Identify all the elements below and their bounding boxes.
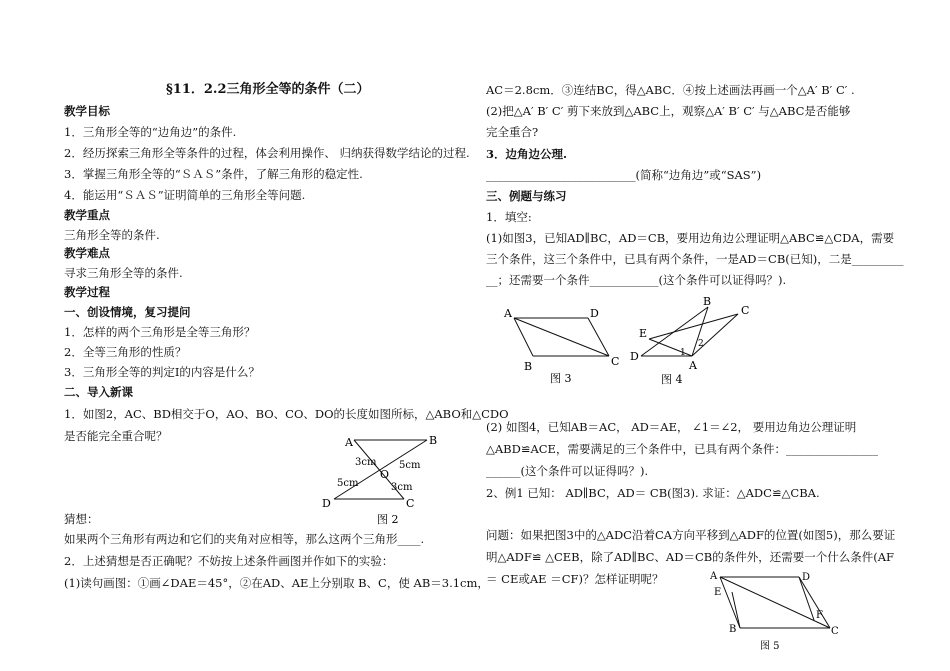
problem-2-line: ______(这个条件可以证得吗？). [486,464,649,478]
fig2-caption: 图 2 [377,513,399,526]
sas-heading: 3．边角边公理. [486,147,568,161]
experiment-step-2-cont: 完全重合? [486,125,539,139]
question-2-step-1: (1)读句画图：①画∠DAE＝45°，②在AD、AE上分别取 B、C，使 AB＝3.1cm， [64,576,489,590]
problem-1-line: (1)如图3，已知AD∥BC，AD＝CB，要用边角边公理证明△ABC≌△CDA，需要 [486,231,895,245]
fig3-label-c: C [611,355,620,368]
difficulty-heading: 教学难点 [64,246,110,260]
question-line: ＝ CE或AE ＝CF)？怎样证明呢？ [486,572,664,586]
sas-blank: __________________________(简称“边角边”或“SAS”) [486,168,762,182]
difficulty-text: 寻求三角形全等的条件. [64,266,183,280]
figure-3 [500,303,625,387]
question-2: 2．上述猜想是否正确呢？不妨按上述条件画图并作如下的实验： [64,554,394,568]
fig3-label-a: A [504,307,512,320]
fig4-label-a: A [689,359,697,372]
figure-5 [702,568,842,668]
drawing-steps-continued: AC＝2.8cm．③连结BC，得△ABC．④按上述画法再画一个△A′ B′ C′ . [486,83,855,97]
fig5-caption: 图 5 [760,641,780,652]
problem-1-line: 三个条件，这三个条件中，已具有两个条件，一是AD＝CB(已知)，二是_________ [486,252,904,266]
fig2-label-c: C [406,497,415,510]
fig2-label-b: B [429,434,438,447]
fig5-label-c: C [831,626,839,637]
question-line: 问题：如果把图3中的△ADC沿着CA方向平移到△ADF的位置(如图5)，那么要证 [486,528,896,542]
fig2-length-co: 3cm [391,482,413,493]
fig3-label-b: B [524,360,533,373]
page-title: §11．2.2三角形全等的条件（二） [166,82,370,97]
fig4-label-d: D [630,350,639,363]
fig2-label-o: O [380,468,390,481]
fig5-label-b: B [729,624,737,635]
key-text: 三角形全等的条件. [64,228,160,242]
question-1-line: 是否能完全重合呢？ [64,429,168,443]
goal-item: 1．三角形全等的“边角边”的条件. [64,125,237,139]
fig2-label-a: A [345,436,353,449]
fig4-label-b: B [703,295,712,308]
fig2-label-d: D [322,497,331,510]
goals-heading: 教学目标 [64,104,110,118]
goal-item: 3．掌握三角形全等的“ＳＡＳ”条件，了解三角形的稳定性. [64,167,363,181]
question-1-line: 1．如图2，AC、BD相交于O，AO、BO、CO、DO的长度如图所标，△ABO和△CDO [64,407,509,421]
fig2-length-ao: 3cm [355,457,377,468]
problem-2-line: △ABD≌ACE，需要满足的三个条件中，已具有两个条件：________________ [486,442,878,456]
section-2-heading: 二、导入新课 [64,385,133,399]
fig5-label-e: E [714,587,722,598]
fill-in-label: 1．填空: [486,210,532,224]
fig3-caption: 图 3 [550,372,572,385]
example-1: 2、例1 已知： AD∥BC，AD＝ CB(图3). 求证：△ADC≌△CBA. [486,486,820,500]
review-question: 2．全等三角形的性质？ [64,345,187,359]
fig5-label-a: A [710,571,718,582]
key-heading: 教学重点 [64,208,110,222]
review-question: 3．三角形全等的判定Ⅰ的内容是什么？ [64,365,260,379]
goal-item: 2．经历探索三角形全等条件的过程，体会利用操作、 归纳获得数学结论的过程. [64,146,470,160]
experiment-step-2: (2)把△A′ B′ C′ 剪下来放到△ABC上，观察△A′ B′ C′ 与△ABC是否能够 [486,104,851,118]
fig2-length-do: 5cm [337,478,359,489]
goal-item: 4．能运用“ＳＡＳ”证明简单的三角形全等问题. [64,188,306,202]
problem-2-line: (2) 如图4，已知AB＝AC， AD＝AE， ∠1＝∠2， 要用边角边公理证明 [486,420,857,434]
process-heading: 教学过程 [64,285,110,299]
guess-text: 如果两个三角形有两边和它们的夹角对应相等，那么这两个三角形____. [64,532,425,546]
fig2-length-bo: 5cm [399,460,421,471]
question-line: 明△ADF≌ △CEB，除了AD∥BC、AD＝CB的条件外，还需要一个什么条件(AF [486,550,894,564]
section-3-heading: 三、例题与练习 [486,189,567,203]
guess-label: 猜想： [64,512,99,526]
problem-1-line: __；还需要一个条件____________(这个条件可以证得吗？). [486,273,787,287]
section-1-heading: 一、创设情境，复习提问 [64,305,191,319]
fig4-label-c: C [741,304,750,317]
fig4-caption: 图 4 [661,373,683,385]
fig5-label-f: F [816,610,823,621]
fig4-angle-2: 2 [698,339,704,349]
fig4-angle-1: 1 [680,348,686,358]
figure-2 [309,432,459,528]
fig3-label-d: D [590,307,599,320]
review-question: 1．怎样的两个三角形是全等三角形？ [64,325,256,339]
fig4-label-e: E [639,327,648,340]
fig5-label-d: D [802,572,811,583]
figure-4 [624,293,754,385]
